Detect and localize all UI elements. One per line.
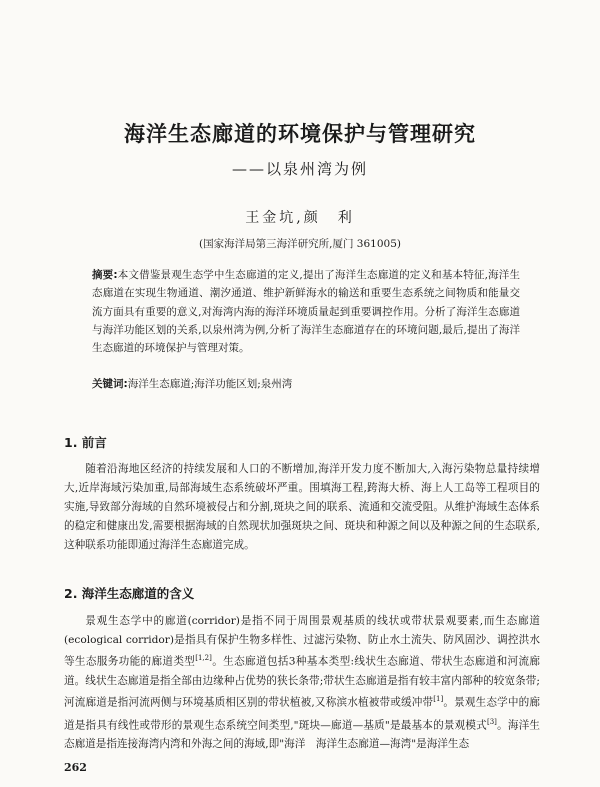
paper-title: 海洋生态廊道的环境保护与管理研究 (124, 122, 476, 146)
abstract (92, 266, 520, 357)
author-affiliation: (国家海洋局第三海洋研究所,厦门 361005) (199, 238, 401, 250)
page-number: 262 (64, 761, 87, 774)
section-introduction-paragraph: 随着沿海地区经济的持续发展和人口的不断增加,海洋开发力度不断加大,入海污染物总量持续增大,近岸海域污染加重,局部海域生态系统破坏严重。围填海工程,跨海大桥、海上人工岛等工程项目的实施,导致部分海域的自然环境被侵占和分割,斑块之间的联系、流通和交流受阻。从维护海域生态体系的稳定和健康出发,需要根据海域的自然现状加强斑块之间、斑块和种源之间以及种源之间的生态联系,这种联系功能即通过海洋生态廊道完成。 (64, 463, 540, 551)
author-list: 王金坑,颜 利 (245, 210, 355, 226)
abstract-text: 本文借鉴景观生态学中生态廊道的定义,提出了海洋生态廊道的定义和基本特征,海洋生态廊道在实现生物通道、潮汐通道、维护新鲜海水的输送和重要生态系统之间物质和能量交流方面具有重要的意义,对海湾内海的海洋环境质量起到重要调控作用。分析了海洋生态廊道与海洋功能区划的关系,以泉州湾为例,分析了海洋生态廊道存在的环境问题,最后,提出了海洋生态廊道的环境保护与管理对策。 (92, 269, 520, 355)
keywords (92, 375, 520, 393)
keywords-label: 关键词: (92, 378, 128, 390)
paper-subtitle: ——以泉州湾为例 (231, 160, 368, 178)
keywords-text: 海洋生态廊道;海洋功能区划;泉州湾 (127, 378, 293, 390)
definition-text-d: 。海洋生态廊道是指连接海湾内湾和外海之间的海域,即"海洋 海洋生态廊道—海湾"是海洋生态 (64, 719, 540, 750)
citation-ref: [1,2] (195, 654, 212, 663)
section-heading-definition: 2. 海洋生态廊道的含义 (64, 586, 195, 601)
citation-ref: [3] (486, 717, 497, 726)
definition-text-a: 景观生态学中的廊道(corridor)是指不同于周围景观基质的线状或带状景观要素,而生态廊道(ecological corridor)是指具有保护生物多样性、过滤污染物、防止水土流失、防风固沙、调控洪水等生态服务功能的廊道类型 (64, 615, 540, 668)
citation-ref: [1] (433, 695, 444, 704)
definition-text-c: 。景观生态学中的廊道是指具有线性或带形的景观生态系统空间类型,"斑块—廊道—基质"是最基本的景观模式 (64, 696, 540, 732)
abstract-label: 摘要: (92, 269, 118, 281)
section-definition-paragraph (64, 612, 540, 754)
definition-text-b: 。生态廊道包括3种基本类型:线状生态廊道、带状生态廊道和河流廊道。线状生态廊道是指全部由边缘种占优势的狭长条带;带状生态廊道是指有较丰富内部种的较宽条带;河流廊道是指河流两侧与环境基质相区别的带状植被,又称滨水植被带或缓冲带 (64, 655, 541, 709)
section-heading-introduction: 1. 前言 (64, 435, 107, 450)
